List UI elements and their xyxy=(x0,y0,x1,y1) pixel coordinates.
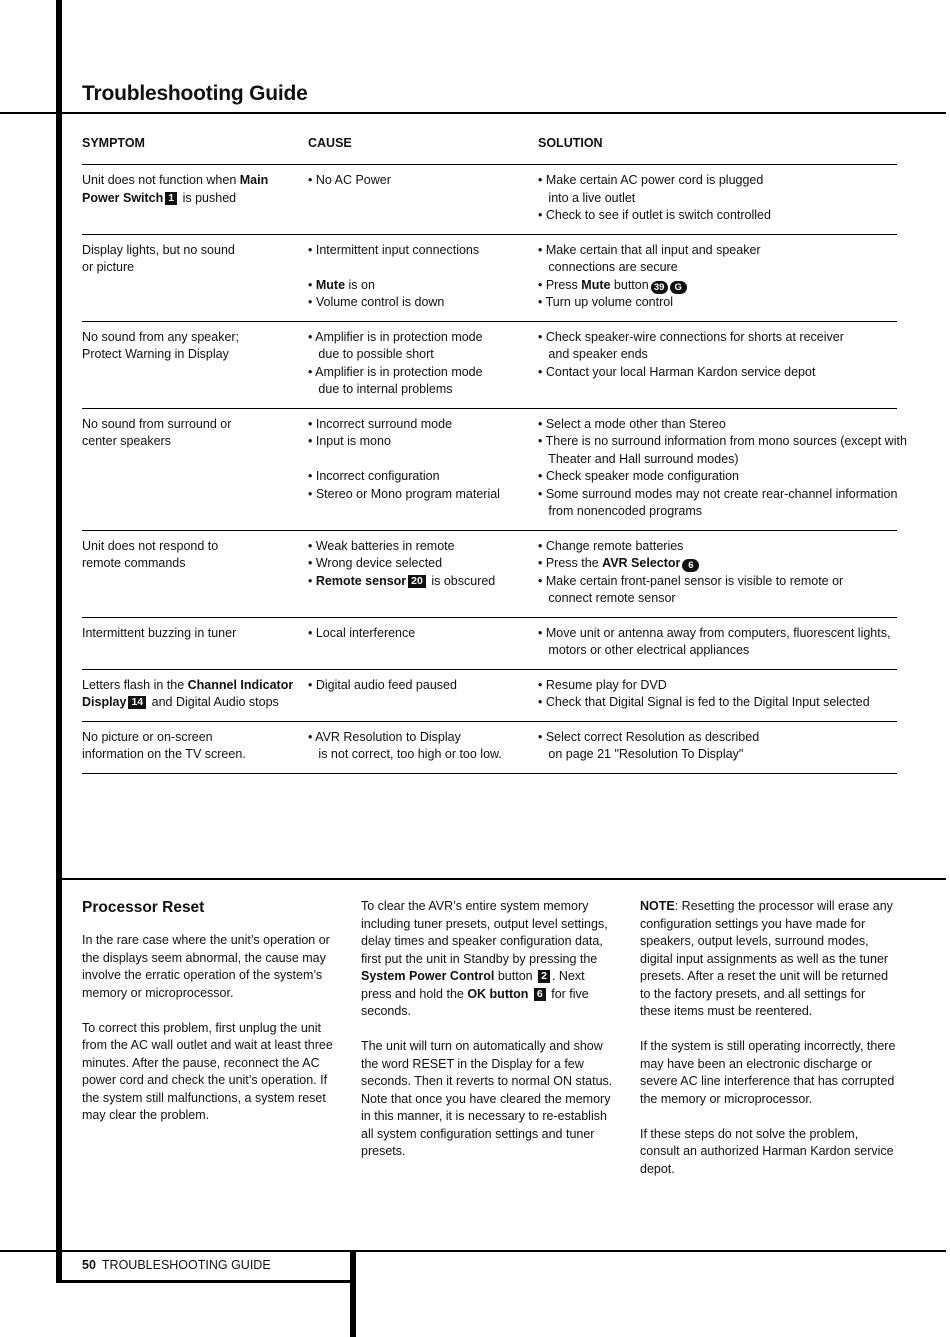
text-segment: No sound from surround or xyxy=(82,416,232,431)
cell-line xyxy=(82,538,308,556)
section-title: Processor Reset xyxy=(82,899,205,916)
table-row xyxy=(82,670,897,722)
cell-line xyxy=(82,555,308,573)
table-body xyxy=(82,165,907,774)
cell-line xyxy=(308,242,538,260)
cell-line xyxy=(82,329,308,347)
text-segment: To clear the AVR’s entire system memory including tuner presets, output level settings, delay times and speaker configuration data, first put the unit in Standby by pressing the xyxy=(361,899,608,966)
cell-line xyxy=(538,677,897,695)
cause-cell xyxy=(308,538,538,608)
text-segment: • Check speaker mode configuration xyxy=(538,469,740,483)
page-footer xyxy=(82,1258,271,1272)
symptom-cell xyxy=(82,538,308,608)
cell-line xyxy=(538,486,907,504)
header-solution: SOLUTION xyxy=(538,136,603,150)
text-segment: Display lights, but no sound xyxy=(82,242,235,257)
text-segment xyxy=(528,987,531,1001)
section-rule xyxy=(62,878,946,880)
paragraph xyxy=(82,1020,338,1125)
reference-number: 14 xyxy=(128,696,146,709)
cell-line xyxy=(538,694,897,712)
solution-cell xyxy=(538,242,897,312)
text-segment: • Check speaker-wire connections for shorts at receiver xyxy=(538,329,844,344)
text-segment: • Resume play for DVD xyxy=(538,677,667,692)
text-segment: button xyxy=(610,277,649,292)
cell-line xyxy=(308,468,538,486)
text-segment: Protect Warning in Display xyxy=(82,347,229,361)
text-segment: • Amplifier is in protection mode xyxy=(308,364,483,379)
solution-cell xyxy=(538,416,907,521)
cause-cell xyxy=(308,329,538,399)
text-segment: • There is no surround information from mono sources (except with xyxy=(538,434,907,448)
text-segment: • Stereo or Mono program material xyxy=(308,486,500,501)
reference-circle: G xyxy=(670,281,687,294)
cell-line xyxy=(308,433,538,451)
paragraph xyxy=(640,1126,896,1179)
reference-number: 6 xyxy=(534,988,546,1001)
bold-text: Display xyxy=(82,695,127,709)
text-segment: • Check that Digital Signal is fed to the Digital Input selected xyxy=(538,695,870,709)
cell-line xyxy=(538,451,907,469)
text-segment: The unit will turn on automatically and show the word RESET in the Display for a few seconds. Then it reverts to normal ON status. Note that once you have cleared the memory in this manner, it is necessary to re-establish all system configuration settings and tuner presets. xyxy=(361,1039,613,1158)
text-segment: remote commands xyxy=(82,556,186,570)
text-segment: due to internal problems xyxy=(308,382,453,396)
cell-line xyxy=(538,468,907,486)
cell-line xyxy=(308,277,538,295)
paragraph xyxy=(361,898,617,1021)
text-segment: • Press the xyxy=(538,556,603,570)
header-cause: CAUSE xyxy=(308,136,352,150)
bold-text: NOTE xyxy=(640,899,675,913)
text-segment: or picture xyxy=(82,260,135,274)
text-segment: for five seconds. xyxy=(361,986,589,1018)
cell-line xyxy=(538,259,897,277)
paragraph xyxy=(82,932,338,1002)
text-segment: is on xyxy=(345,277,375,292)
cause-cell xyxy=(308,729,538,764)
cell-line xyxy=(308,346,538,364)
text-segment: • Incorrect configuration xyxy=(308,469,440,483)
text-segment: • Local interference xyxy=(308,625,416,640)
page-title: Troubleshooting Guide xyxy=(82,82,308,105)
table-row xyxy=(82,165,897,235)
text-segment: • Input is mono xyxy=(308,434,391,448)
text-segment: To correct this problem, first unplug the unit from the AC wall outlet and wait at least three minutes. After the pause, reconnect the AC power cord and check the unit’s operation. If the system still malfunctions, a system reset may clear the problem. xyxy=(82,1020,333,1122)
bold-text: Remote sensor xyxy=(315,573,407,588)
text-segment: into a live outlet xyxy=(538,190,636,205)
cell-line xyxy=(308,625,538,643)
text-segment: • xyxy=(308,277,316,292)
cell-line xyxy=(538,538,897,556)
cell-line xyxy=(538,573,897,591)
cell-line xyxy=(538,416,907,434)
text-segment: connections are secure xyxy=(538,260,678,274)
cell-line xyxy=(538,346,897,364)
text-segment: • Make certain front-panel sensor is visible to remote or xyxy=(538,573,844,588)
cell-line xyxy=(538,433,907,451)
symptom-cell xyxy=(82,242,308,312)
cause-cell xyxy=(308,242,538,312)
cell-line xyxy=(308,294,538,312)
bold-text: OK button xyxy=(467,986,529,1001)
cell-line xyxy=(538,555,897,573)
cell-line xyxy=(82,729,308,747)
cell-line xyxy=(538,729,897,747)
text-segment: . Next press and hold the xyxy=(361,969,585,1001)
cell-line xyxy=(82,259,308,277)
page-number: 50 xyxy=(82,1258,96,1272)
cell-line xyxy=(538,625,897,643)
cell-line xyxy=(82,746,308,764)
reset-column-3 xyxy=(640,898,896,1196)
cell-line xyxy=(82,346,308,364)
solution-cell xyxy=(538,625,897,660)
text-segment: In the rare case where the unit’s operation or the displays seem abnormal, the cause may involve the erratic operation of the system’s memory or microprocessor. xyxy=(82,933,330,1000)
paragraph xyxy=(640,898,896,1021)
cell-line xyxy=(82,625,308,643)
cell-line xyxy=(308,329,538,347)
cell-line xyxy=(308,729,538,747)
text-segment: • Wrong device selected xyxy=(308,556,443,570)
table-row xyxy=(82,722,897,774)
solution-cell xyxy=(538,329,897,399)
cell-line xyxy=(82,416,308,434)
text-segment: • Some surround modes may not create rear-channel information xyxy=(538,486,898,501)
cell-line xyxy=(308,573,538,591)
footer-rule-short xyxy=(56,1280,354,1283)
text-segment: • Select a mode other than Stereo xyxy=(538,416,726,431)
bold-text: Mute xyxy=(581,277,611,292)
text-segment: is obscured xyxy=(427,573,496,588)
cell-line xyxy=(82,677,308,695)
text-segment: from nonencoded programs xyxy=(538,504,702,518)
footer-divider-bar xyxy=(350,1252,356,1337)
cell-line xyxy=(308,677,538,695)
bold-text: System Power Control xyxy=(361,969,495,983)
symptom-cell xyxy=(82,677,308,712)
cell-line xyxy=(538,277,897,295)
text-segment: is not correct, too high or too low. xyxy=(308,747,502,761)
cell-line xyxy=(82,433,308,451)
cause-cell xyxy=(308,625,538,660)
cell-line xyxy=(538,207,897,225)
table-row xyxy=(82,409,907,531)
bold-text: Channel Indicator xyxy=(187,677,294,692)
cell-line xyxy=(308,746,538,764)
cause-cell xyxy=(308,677,538,712)
text-segment: • Amplifier is in protection mode xyxy=(308,329,483,344)
text-segment: No sound from any speaker; xyxy=(82,329,240,344)
text-segment: • Move unit or antenna away from computers, fluorescent lights, xyxy=(538,625,891,640)
cell-line xyxy=(308,555,538,573)
cell-line xyxy=(538,364,897,382)
table-row xyxy=(82,531,897,618)
table-row xyxy=(82,235,897,322)
symptom-cell xyxy=(82,625,308,660)
cell-line xyxy=(538,329,897,347)
text-segment: • Select correct Resolution as described xyxy=(538,729,760,744)
paragraph xyxy=(640,1038,896,1108)
text-segment: • xyxy=(308,573,316,588)
reset-column-1 xyxy=(82,898,338,1142)
table-row xyxy=(82,322,897,409)
troubleshooting-table xyxy=(82,136,907,774)
symptom-cell xyxy=(82,729,308,764)
left-margin-bar xyxy=(56,0,62,1283)
bold-text: Main xyxy=(239,173,269,187)
cell-line xyxy=(538,294,897,312)
text-segment: • Check to see if outlet is switch controlled xyxy=(538,208,771,222)
reference-circle: 6 xyxy=(682,559,699,572)
bold-text: AVR Selector xyxy=(602,556,681,570)
title-rule xyxy=(0,112,946,114)
cell-line xyxy=(308,416,538,434)
cell-line xyxy=(308,486,538,504)
cell-line xyxy=(82,242,308,260)
cell-line xyxy=(538,503,907,521)
solution-cell xyxy=(538,538,897,608)
text-segment: Theater and Hall surround modes) xyxy=(538,451,739,466)
cell-line xyxy=(82,694,308,712)
text-segment: and Digital Audio stops xyxy=(148,695,279,709)
footer-rule xyxy=(0,1250,946,1252)
reference-number: 20 xyxy=(408,575,426,588)
cell-line xyxy=(308,172,538,190)
table-header xyxy=(82,136,897,165)
text-segment: • Press xyxy=(538,277,582,292)
text-segment: connect remote sensor xyxy=(538,591,676,605)
text-segment: If the system is still operating incorrectly, there may have been an electronic discharge or severe AC line interference that has corrupted the memory or microprocessor. xyxy=(640,1039,896,1106)
reference-circle: 39 xyxy=(651,281,668,294)
bold-text: Power Switch xyxy=(82,190,164,205)
text-segment: button xyxy=(494,969,537,983)
text-segment: and speaker ends xyxy=(538,347,648,361)
text-segment: • Volume control is down xyxy=(308,295,445,309)
text-segment: Unit does not respond to xyxy=(82,538,219,553)
table-row xyxy=(82,618,897,670)
cause-cell xyxy=(308,172,538,225)
cell-line xyxy=(538,190,897,208)
cell-line xyxy=(308,451,538,469)
cell-line xyxy=(308,364,538,382)
cell-line xyxy=(308,259,538,277)
text-segment: on page 21 "Resolution To Display" xyxy=(538,747,744,761)
text-segment: • Turn up volume control xyxy=(538,295,673,309)
text-segment: • Intermittent input connections xyxy=(308,242,480,257)
symptom-cell xyxy=(82,329,308,399)
text-segment: • AVR Resolution to Display xyxy=(308,729,461,744)
reference-number: 2 xyxy=(538,970,550,983)
text-segment: Letters flash in the xyxy=(82,677,188,692)
solution-cell xyxy=(538,729,897,764)
text-segment: • Change remote batteries xyxy=(538,538,684,553)
reference-number: 1 xyxy=(165,192,177,205)
text-segment: center speakers xyxy=(82,434,171,448)
text-segment: • Make certain that all input and speaker xyxy=(538,242,761,257)
text-segment: • No AC Power xyxy=(308,173,391,187)
text-segment: • Make certain AC power cord is plugged xyxy=(538,173,764,187)
text-segment: • Incorrect surround mode xyxy=(308,416,453,431)
text-segment: If these steps do not solve the problem, consult an authorized Harman Kardon service depot. xyxy=(640,1126,894,1176)
cell-line xyxy=(538,642,897,660)
symptom-cell xyxy=(82,416,308,521)
solution-cell xyxy=(538,677,897,712)
text-segment: is pushed xyxy=(179,190,237,205)
text-segment: information on the TV screen. xyxy=(82,747,246,761)
text-segment: : Resetting the processor will erase any configuration settings you have made for speakers, output levels, surround modes, digital input assignments as well as the tuner presets. After a reset the unit will be returned to the factory presets, and all settings for these items must be reentered. xyxy=(640,899,893,1018)
cell-line xyxy=(538,746,897,764)
cell-line xyxy=(82,172,308,190)
footer-label: TROUBLESHOOTING GUIDE xyxy=(101,1258,271,1272)
text-segment: Intermittent buzzing in tuner xyxy=(82,625,237,640)
cell-line xyxy=(308,538,538,556)
symptom-cell xyxy=(82,172,308,225)
text-segment: Unit does not function when xyxy=(82,173,240,187)
cell-line xyxy=(538,590,897,608)
header-symptom: SYMPTOM xyxy=(82,136,145,150)
cell-line xyxy=(308,381,538,399)
text-segment: due to possible short xyxy=(308,347,434,361)
cell-line xyxy=(82,190,308,208)
text-segment: • Contact your local Harman Kardon service depot xyxy=(538,364,816,379)
text-segment: • Digital audio feed paused xyxy=(308,677,457,692)
reset-column-2 xyxy=(361,898,617,1178)
cell-line xyxy=(538,242,897,260)
solution-cell xyxy=(538,172,897,225)
cause-cell xyxy=(308,416,538,521)
text-segment: No picture or on-screen xyxy=(82,729,213,744)
text-segment: motors or other electrical appliances xyxy=(538,643,750,657)
cell-line xyxy=(538,172,897,190)
text-segment: • Weak batteries in remote xyxy=(308,538,455,553)
paragraph xyxy=(361,1038,617,1161)
bold-text: Mute xyxy=(315,277,346,292)
